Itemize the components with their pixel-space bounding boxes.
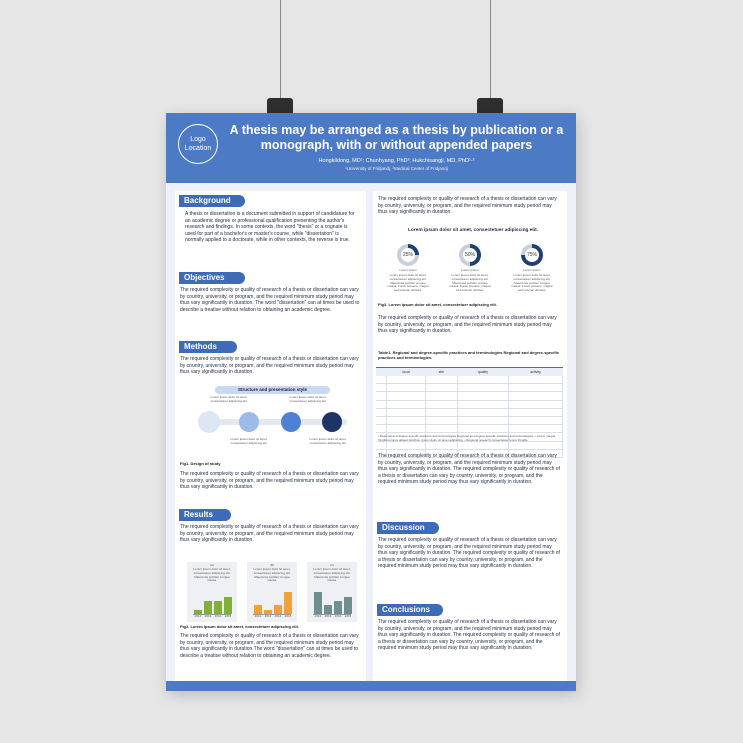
bar-tick-label: 2012 xyxy=(194,614,202,618)
author-list: Hongkildong, MD¹; Chunhyang, PhD²; Hukchisangji, MD, PhD¹·² xyxy=(318,158,475,164)
results-caption: Fig2. Lorem ipsum dolor sit amet, consectetuer adipiscing elit. xyxy=(180,624,299,629)
table-row xyxy=(376,408,563,416)
results-bar-charts xyxy=(187,562,357,622)
table-cell xyxy=(457,408,508,416)
bar xyxy=(314,592,322,614)
table-cell xyxy=(387,384,426,392)
bar-tick-label: 2014 xyxy=(274,614,282,618)
donut-note: Lorem ipsum dolor sit amet, consectetuer adipiscing elit. Maecenas porttitor congue massa. Fusce posuere, magna sed pulvinar ultricies. xyxy=(449,273,491,293)
table-cell xyxy=(457,392,508,400)
bar-chart-panel xyxy=(307,562,357,622)
bar-tick-label: 2013 xyxy=(264,614,272,618)
donut-note: Lorem ipsum dolor sit amet, consectetuer adipiscing elit. Maecenas porttitor congue massa. Fusce posuere, magna sed pulvinar ultricies. xyxy=(511,273,553,293)
donut-chart xyxy=(397,244,419,266)
donut-head: Lorem ipsum xyxy=(461,268,479,272)
bar xyxy=(334,601,342,614)
table-cell xyxy=(387,425,426,433)
discussion-text: The required complexity or quality of research of a thesis or dissertation can vary by country, university, or program, and the required minimum study period may thus vary significantly in duration. The required complexity or quality of research of a thesis or dissertation can vary by country, university, or program, and the required minimum study period may thus vary significantly in duration. xyxy=(378,537,560,570)
table-cell xyxy=(509,400,563,408)
results-heading: Results xyxy=(179,509,231,521)
poster xyxy=(166,113,576,691)
table-header-cell: site xyxy=(426,368,458,377)
table-cell xyxy=(426,425,458,433)
table-cell xyxy=(387,376,426,384)
bar xyxy=(254,605,262,614)
methods-text: The required complexity or quality of research of a thesis or dissertation can vary by country, university, or program, and the required minimum study period may thus vary significantly in duration. xyxy=(180,356,359,376)
bar xyxy=(204,601,212,614)
table-row xyxy=(376,384,563,392)
donut-label: 50% xyxy=(463,248,477,262)
table-cell xyxy=(426,400,458,408)
right-mid-text: The required complexity or quality of research of a thesis or dissertation can vary by country, university, or program, and the required minimum study period may thus vary significantly in duration. xyxy=(378,315,557,335)
table-cell xyxy=(387,416,426,424)
table-header-cell: quality xyxy=(457,368,508,377)
diagram-title: Structure and presentation style xyxy=(215,386,330,394)
bar-tick-label: 2014 xyxy=(214,614,222,618)
bar-tick-label: 2015 xyxy=(344,614,352,618)
bar-tick-label: 2012 xyxy=(254,614,262,618)
bar xyxy=(274,605,282,614)
table-cell xyxy=(376,416,387,424)
table-header-cell: local xyxy=(387,368,426,377)
bar-chart-label: (C) xyxy=(329,563,335,567)
conclusions-text: The required complexity or quality of research of a thesis or dissertation can vary by country, university, or program, and the required minimum study period may thus vary significantly in duration. The required complexity or quality of research of a thesis or dissertation can vary by country, university, or program, and the required minimum study period may thus vary significantly in duration. xyxy=(378,619,560,652)
donut-chart xyxy=(459,244,481,266)
binder-clip-left xyxy=(267,98,293,114)
bar xyxy=(284,592,292,614)
poster-title: A thesis may be arranged as a thesis by publication or a monograph, with or without appended papers xyxy=(229,123,564,152)
bar-chart-note: Lorem ipsum dolor sit amet, consectetuer adipiscing elit. Maecenas porttitor congue massa. xyxy=(193,567,231,583)
donut-head: Lorem ipsum xyxy=(399,268,417,272)
bar xyxy=(324,605,332,614)
bar-tick-label: 2013 xyxy=(204,614,212,618)
donut-figure-title: Lorem ipsum dolor sit amet, consectetuer adipiscing elit. xyxy=(407,228,539,233)
table-cell xyxy=(457,400,508,408)
table-cell xyxy=(509,384,563,392)
table-caption: Table1. Regional and degree-specific practices and terminologies Regional and degree-specific practices and terminologies. xyxy=(378,350,560,360)
table-cell xyxy=(457,425,508,433)
table-cell xyxy=(387,400,426,408)
table-cell xyxy=(509,408,563,416)
diagram-note-1: Lorem ipsum dolor sit amet, consectetuer adipiscing elit. xyxy=(210,395,248,403)
diagram-step-2 xyxy=(239,412,259,432)
right-text-after-table: The required complexity or quality of research of a thesis or dissertation can vary by country, university, or program, and the required minimum study period may thus vary significantly in duration. The required complexity or quality of research of a thesis or dissertation can vary by country, university, or program, and the required minimum study period may thus vary significantly in duration. xyxy=(378,453,560,486)
bar-tick-label: 2015 xyxy=(284,614,292,618)
bar-chart-label: (B) xyxy=(270,563,274,567)
table-cell xyxy=(457,384,508,392)
donut-caption: Fig3. Lorem ipsum dolor sit amet, consectetuer adipiscing elit. xyxy=(378,302,497,307)
table-cell xyxy=(376,376,387,384)
logo-placeholder: Logo Location xyxy=(178,124,218,164)
table-cell xyxy=(387,408,426,416)
discussion-heading: Discussion xyxy=(377,522,439,534)
table-cell xyxy=(376,392,387,400)
methods-text-2: The required complexity or quality of research of a thesis or dissertation can vary by country, university, or program, and the required minimum study period may thus vary significantly in duration. xyxy=(180,471,359,491)
right-column xyxy=(373,191,567,681)
bar-tick-label: 2013 xyxy=(324,614,332,618)
table-cell xyxy=(387,392,426,400)
table-cell xyxy=(509,392,563,400)
bar xyxy=(214,601,222,614)
conclusions-heading: Conclusions xyxy=(377,604,443,616)
hanging-wire-right xyxy=(490,0,491,108)
table-cell xyxy=(457,376,508,384)
donut-label: 25% xyxy=(401,248,415,262)
table-cell xyxy=(426,376,458,384)
table-cell xyxy=(376,384,387,392)
table-cell xyxy=(426,416,458,424)
table-row xyxy=(376,392,563,400)
poster-header xyxy=(166,113,576,183)
bar-chart-panel xyxy=(187,562,237,622)
objectives-heading: Objectives xyxy=(179,272,245,284)
data-table xyxy=(376,367,563,458)
table-cell xyxy=(509,425,563,433)
table-cell xyxy=(376,400,387,408)
table-footnote: • Regional and degree-specific practices and terminologies Regional and degree-specific practices and terminologies. • Lorem magna fringilla tempus aliquet faucibus. Ipsum dolor sit amet adipiscing. • Regional research consectetuer lorem fringilla. xyxy=(378,434,556,442)
methods-caption: Fig1. Design of study xyxy=(180,461,221,466)
bar-chart-label: (A) xyxy=(210,563,214,567)
table-row xyxy=(376,425,563,433)
diagram-step-3 xyxy=(281,412,301,432)
table-row xyxy=(376,400,563,408)
objectives-text: The required complexity or quality of research of a thesis or dissertation can vary by country, university, or program, and the required minimum study period may thus vary significantly in duration. The word "dissertation" can at times be used to describe a treatise without relation to obtaining an academic degree. xyxy=(180,287,360,313)
table-row xyxy=(376,416,563,424)
bar-chart-panel xyxy=(247,562,297,622)
bar xyxy=(224,597,232,614)
table-cell xyxy=(457,416,508,424)
hanging-wire-left xyxy=(280,0,281,108)
results-text-2: The required complexity or quality of research of a thesis or dissertation can vary by country, university, or program, and the required minimum study period may thus vary significantly in duration.The word "dissertation" can at times be used to describe a treatise without relation to obtaining an academic degree. xyxy=(180,633,359,659)
donut-note: Lorem ipsum dolor sit amet, consectetuer adipiscing elit. Maecenas porttitor congue massa. Fusce posuere, magna sed pulvinar ultricies. xyxy=(387,273,429,293)
results-text: The required complexity or quality of research of a thesis or dissertation can vary by country, university, or program, and the required minimum study period may thus vary significantly in duration. xyxy=(180,524,359,544)
table-header-cell xyxy=(376,368,387,377)
table-cell xyxy=(426,408,458,416)
methods-heading: Methods xyxy=(179,341,237,353)
donut-chart xyxy=(521,244,543,266)
table-cell xyxy=(376,425,387,433)
table-header-row xyxy=(376,368,563,377)
bar-tick-label: 2012 xyxy=(314,614,322,618)
diagram-note-3: Lorem ipsum dolor sit amet, consectetuer adipiscing elit. xyxy=(289,395,327,403)
bar-chart-note: Lorem ipsum dolor sit amet, consectetuer adipiscing elit. Maecenas porttitor congue massa. xyxy=(313,567,351,583)
diagram-note-2: Lorem ipsum dolor sit amet, consectetuer adipiscing elit. xyxy=(230,437,268,445)
donut-label: 75% xyxy=(525,248,539,262)
methods-diagram xyxy=(193,386,353,456)
donut-head: Lorem ipsum xyxy=(523,268,541,272)
bar-tick-label: 2015 xyxy=(224,614,232,618)
diagram-step-4 xyxy=(322,412,342,432)
affiliations: ¹University of Fridjandj, ²Medical Center of Fridjandj xyxy=(345,166,448,171)
bar-tick-label: 2014 xyxy=(334,614,342,618)
poster-footer-band xyxy=(166,681,576,691)
left-column xyxy=(175,191,366,681)
bar xyxy=(344,597,352,614)
table-cell xyxy=(509,376,563,384)
background-heading: Background xyxy=(179,195,245,207)
table-cell xyxy=(426,392,458,400)
background-text: A thesis or dissertation is a document submitted in support of candidature for an academic degree or professional qualification presenting the author's research and findings. In some contexts, the word "thesis" or a cognate is used for part of a bachelor's or master's course, while "dissertation" is normally applied to a doctorate, while in other contexts, the reverse is true. xyxy=(185,211,355,244)
table-body xyxy=(376,376,563,457)
binder-clip-right xyxy=(477,98,503,114)
table-header-cell: activity xyxy=(509,368,563,377)
diagram-note-4: Lorem ipsum dolor sit amet, consectetuer adipiscing elit. xyxy=(309,437,347,445)
bar-chart-note: Lorem ipsum dolor sit amet, consectetuer adipiscing elit. Maecenas porttitor congue massa. xyxy=(253,567,291,583)
table-cell xyxy=(509,416,563,424)
right-intro-text: The required complexity or quality of research of a thesis or dissertation can vary by country, university, or program, and the required minimum study period may thus vary significantly in duration. xyxy=(378,196,557,216)
donut-charts xyxy=(381,241,561,301)
table-cell xyxy=(426,384,458,392)
table-row xyxy=(376,376,563,384)
table-cell xyxy=(376,408,387,416)
diagram-step-1 xyxy=(198,411,220,433)
